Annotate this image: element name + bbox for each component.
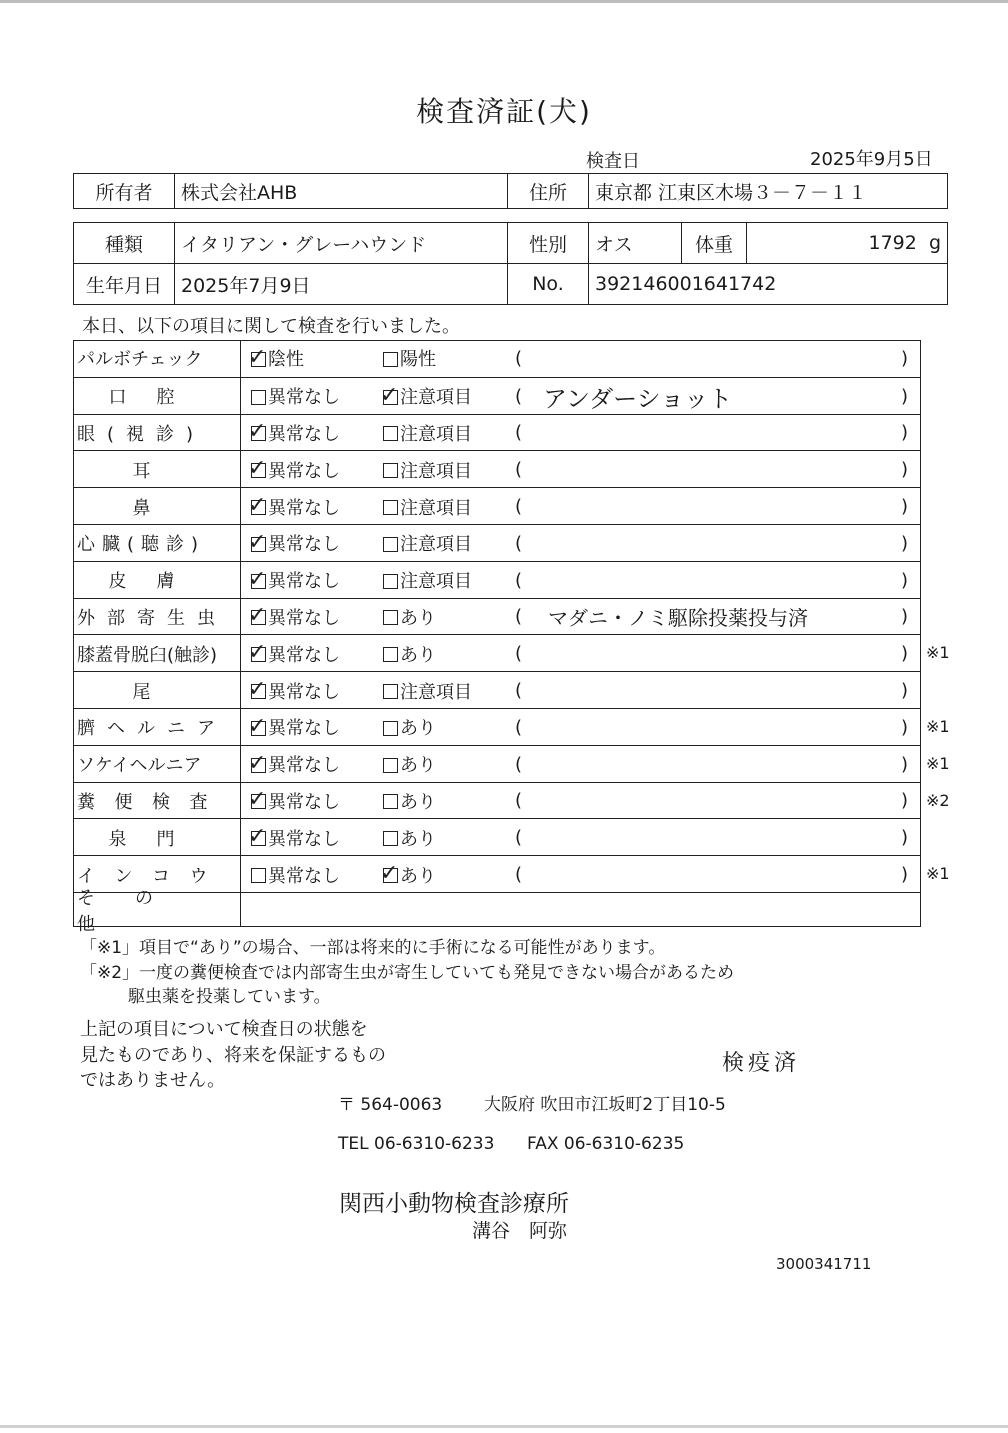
- option-1-label: 異常なし: [268, 571, 340, 593]
- checkbox-icon[interactable]: [248, 419, 267, 445]
- option-1-label: 異常なし: [268, 607, 340, 629]
- doctor-name: 溝谷 阿弥: [472, 1220, 568, 1242]
- row-label: 臍ヘルニア: [73, 709, 241, 746]
- option-2[interactable]: [383, 562, 472, 599]
- row-remark: アンダーショット: [543, 384, 733, 413]
- address-label: 住所: [508, 174, 589, 209]
- option-2[interactable]: [380, 856, 436, 893]
- option-2-label: 注意項目: [400, 497, 472, 519]
- option-1-label: 異常なし: [268, 534, 340, 556]
- option-1-label: 異常なし: [268, 718, 340, 740]
- option-2-label: 注意項目: [400, 387, 472, 409]
- check-mark-icon: ✓: [248, 419, 267, 445]
- row-label: ソケイヘルニア: [73, 746, 241, 783]
- row-label: 皮膚: [73, 562, 241, 599]
- paren-open: (: [515, 716, 523, 738]
- checkbox-icon[interactable]: [383, 647, 398, 662]
- option-2[interactable]: [383, 415, 472, 452]
- option-1-label: 異常なし: [268, 755, 340, 777]
- checkbox-icon[interactable]: [248, 344, 267, 370]
- check-mark-icon: ✓: [380, 382, 399, 408]
- option-2-label: あり: [400, 718, 436, 740]
- dog-info-table: [73, 222, 948, 305]
- row-note: ※1: [926, 864, 950, 884]
- paren-open: (: [515, 643, 523, 665]
- check-mark-icon: ✓: [248, 603, 267, 629]
- footnote-2a: 「※2」一度の糞便検査では内部寄生虫が寄生していても発見できない場合があるため: [80, 963, 735, 983]
- check-mark-icon: ✓: [248, 566, 267, 592]
- inspection-row: [73, 414, 921, 452]
- checkbox-icon[interactable]: [248, 493, 267, 519]
- checkbox-icon[interactable]: [248, 713, 267, 739]
- paren-open: (: [515, 827, 523, 849]
- document-title: 検査済証(犬): [416, 95, 592, 128]
- checkbox-icon[interactable]: [383, 721, 398, 736]
- checkbox-icon[interactable]: [248, 750, 267, 776]
- row-label: インコウ: [73, 856, 241, 893]
- option-1[interactable]: [248, 599, 340, 636]
- check-mark-icon: ✓: [248, 344, 267, 370]
- row-label: 外部寄生虫: [73, 599, 241, 636]
- inspection-row: [73, 340, 921, 377]
- paren-close: ): [901, 716, 909, 738]
- option-1-label: 異常なし: [268, 865, 340, 887]
- disclaimer-3: ではありません。: [80, 1070, 226, 1091]
- paren-close: ): [901, 680, 909, 702]
- checkbox-icon[interactable]: [383, 463, 398, 478]
- check-mark-icon: ✓: [248, 750, 267, 776]
- postal-code: 〒 564-0063: [338, 1095, 443, 1115]
- checkbox-icon[interactable]: [383, 794, 398, 809]
- address-value: 東京都 江東区木場３－７－１１: [589, 174, 948, 209]
- inspection-row: [73, 450, 921, 488]
- inspection-row: [73, 745, 950, 783]
- checkbox-icon[interactable]: [248, 640, 267, 666]
- checkbox-icon[interactable]: [248, 603, 267, 629]
- weight-cell: [747, 223, 948, 264]
- checkbox-icon[interactable]: [383, 831, 398, 846]
- paren-close: ): [901, 864, 909, 886]
- option-2[interactable]: [383, 451, 472, 488]
- paren-close: ): [901, 422, 909, 444]
- option-1[interactable]: [248, 525, 340, 562]
- checkbox-icon[interactable]: [383, 574, 398, 589]
- no-label: No.: [508, 264, 589, 305]
- paren-close: ): [901, 385, 909, 407]
- paren-open: (: [515, 680, 523, 702]
- option-1[interactable]: [251, 378, 340, 415]
- footnote-1: 「※1」項目で“あり”の場合、一部は将来的に手術になる可能性があります。: [80, 938, 666, 958]
- option-1-label: 異常なし: [268, 423, 340, 445]
- other-label: その他: [73, 893, 241, 926]
- row-label: 口腔: [73, 378, 241, 415]
- option-1-label: 異常なし: [268, 828, 340, 850]
- paren-open: (: [515, 790, 523, 812]
- tel: TEL 06-6310-6233: [338, 1134, 495, 1154]
- row-label: 鼻: [73, 488, 241, 525]
- row-label: 糞便検査: [73, 783, 241, 820]
- option-2[interactable]: [383, 746, 436, 783]
- checkbox-icon[interactable]: [248, 824, 267, 850]
- inspection-row: [73, 818, 921, 856]
- option-2-label: あり: [400, 607, 436, 629]
- checkbox-icon[interactable]: [383, 537, 398, 552]
- checkbox-icon[interactable]: [383, 426, 398, 441]
- paren-close: ): [901, 827, 909, 849]
- check-mark-icon: ✓: [248, 529, 267, 555]
- option-2-label: 注意項目: [400, 460, 472, 482]
- paren-close: ): [901, 459, 909, 481]
- paren-open: (: [515, 569, 523, 591]
- top-border: [0, 0, 1008, 3]
- row-remark: マダニ・ノミ駆除投薬投与済: [548, 606, 808, 631]
- option-2-label: 注意項目: [400, 423, 472, 445]
- option-1-label: 異常なし: [268, 460, 340, 482]
- row-label: 眼(視診): [73, 415, 241, 452]
- inspection-row: [73, 598, 921, 636]
- option-2[interactable]: [383, 819, 436, 856]
- sex-value: オス: [589, 223, 682, 264]
- option-2[interactable]: [383, 340, 436, 377]
- paren-open: (: [515, 459, 523, 481]
- check-mark-icon: ✓: [380, 861, 399, 887]
- option-1[interactable]: [248, 709, 340, 746]
- row-label: パルボチェック: [73, 340, 241, 377]
- owner-value: 株式会社AHB: [175, 174, 508, 209]
- disclaimer-1: 上記の項目について検査日の状態を: [80, 1019, 368, 1040]
- checkbox-icon[interactable]: [248, 529, 267, 555]
- option-1[interactable]: [248, 672, 340, 709]
- option-1[interactable]: [248, 488, 340, 525]
- inspection-row: [73, 487, 921, 525]
- paren-open: (: [515, 753, 523, 775]
- checkbox-icon[interactable]: [383, 758, 398, 773]
- row-note: ※1: [926, 753, 950, 773]
- checkbox-icon[interactable]: [248, 456, 267, 482]
- paren-close: ): [901, 643, 909, 665]
- quarantine-stamp: 検疫済: [722, 1051, 801, 1076]
- clinic-address: 大阪府 吹田市江坂町2丁目10-5: [484, 1095, 726, 1115]
- serial-number: 3000341711: [776, 1255, 872, 1273]
- checkbox-icon[interactable]: [383, 684, 398, 699]
- paren-open: (: [515, 347, 523, 369]
- breed-value: イタリアン・グレーハウンド: [175, 223, 508, 264]
- option-1-label: 異常なし: [268, 497, 340, 519]
- paren-close: ): [901, 569, 909, 591]
- paren-close: ): [901, 347, 909, 369]
- inspection-row: [73, 671, 921, 709]
- option-1-label: 異常なし: [268, 681, 340, 703]
- paren-close: ): [901, 606, 909, 628]
- option-2[interactable]: [383, 672, 472, 709]
- checkbox-icon[interactable]: [380, 861, 399, 887]
- paren-open: (: [515, 422, 523, 444]
- owner-label: 所有者: [74, 174, 175, 209]
- option-1-label: 異常なし: [268, 387, 340, 409]
- bottom-border: [0, 1425, 1008, 1428]
- check-mark-icon: ✓: [248, 493, 267, 519]
- checkbox-icon[interactable]: [380, 382, 399, 408]
- option-1[interactable]: [251, 856, 340, 893]
- checkbox-icon[interactable]: [383, 352, 398, 367]
- option-2-label: 陽性: [400, 349, 436, 371]
- weight-unit: g: [928, 232, 941, 254]
- option-1[interactable]: [248, 562, 340, 599]
- option-2-label: あり: [400, 828, 436, 850]
- row-label: 心臓(聴診): [73, 525, 241, 562]
- option-2[interactable]: [383, 525, 472, 562]
- breed-label: 種類: [74, 223, 175, 264]
- dob-value: 2025年7月9日: [175, 264, 508, 305]
- option-1[interactable]: [248, 635, 340, 672]
- option-1[interactable]: [248, 783, 340, 820]
- owner-table: [73, 173, 948, 209]
- row-label: 尾: [73, 672, 241, 709]
- checkbox-icon[interactable]: [383, 610, 398, 625]
- other-row: [73, 887, 921, 935]
- option-2[interactable]: [383, 783, 436, 820]
- paren-open: (: [515, 606, 523, 628]
- check-mark-icon: ✓: [248, 787, 267, 813]
- footnote-2b: 駆虫薬を投薬しています。: [128, 987, 331, 1007]
- fax: FAX 06-6310-6235: [527, 1134, 685, 1154]
- row-note: ※1: [926, 643, 950, 663]
- check-mark-icon: ✓: [248, 824, 267, 850]
- paren-open: (: [515, 532, 523, 554]
- paren-open: (: [515, 864, 523, 886]
- option-1[interactable]: [248, 415, 340, 452]
- check-mark-icon: ✓: [248, 713, 267, 739]
- checkbox-icon[interactable]: [248, 787, 267, 813]
- option-2-label: 注意項目: [400, 534, 472, 556]
- option-2-label: 注意項目: [400, 571, 472, 593]
- option-1-label: 異常なし: [268, 791, 340, 813]
- option-1[interactable]: [248, 819, 340, 856]
- inspection-row: [73, 782, 950, 820]
- paren-open: (: [515, 385, 523, 407]
- exam-date-label: 検査日: [586, 151, 640, 172]
- inspection-row: [73, 524, 921, 562]
- paren-close: ): [901, 753, 909, 775]
- check-mark-icon: ✓: [248, 677, 267, 703]
- paren-open: (: [515, 496, 523, 518]
- paren-close: ): [901, 496, 909, 518]
- option-2[interactable]: [383, 709, 436, 746]
- paren-close: ): [901, 532, 909, 554]
- check-mark-icon: ✓: [248, 640, 267, 666]
- option-1[interactable]: [248, 451, 340, 488]
- weight-label: 体重: [682, 223, 747, 264]
- checkbox-icon[interactable]: [251, 390, 266, 405]
- row-note: ※1: [926, 717, 950, 736]
- no-value: 392146001641742: [589, 264, 948, 305]
- option-2[interactable]: [383, 488, 472, 525]
- option-2-label: あり: [400, 865, 436, 887]
- weight-value: 1792: [868, 232, 917, 254]
- row-label: 膝蓋骨脱臼(触診): [73, 635, 241, 672]
- option-2-label: あり: [400, 791, 436, 813]
- clinic-name: 関西小動物検査診療所: [339, 1191, 569, 1217]
- checkbox-icon[interactable]: [383, 500, 398, 515]
- option-1-label: 陰性: [268, 349, 304, 371]
- option-1[interactable]: [248, 340, 304, 377]
- inspection-row: [73, 634, 950, 672]
- row-label: 耳: [73, 451, 241, 488]
- intro-text: 本日、以下の項目に関して検査を行いました。: [82, 316, 460, 337]
- exam-date: 2025年9月5日: [810, 149, 933, 170]
- option-1[interactable]: [248, 746, 340, 783]
- checkbox-icon[interactable]: [251, 868, 266, 883]
- inspection-row: [73, 377, 921, 415]
- option-1-label: 異常なし: [268, 644, 340, 666]
- checkbox-icon[interactable]: [248, 566, 267, 592]
- paren-close: ): [901, 790, 909, 812]
- disclaimer-2: 見たものであり、将来を保証するもの: [80, 1045, 386, 1066]
- inspection-row: [73, 708, 950, 746]
- check-mark-icon: ✓: [248, 456, 267, 482]
- option-2[interactable]: [380, 378, 472, 415]
- row-label: 泉門: [73, 819, 241, 856]
- row-note: ※2: [926, 790, 950, 810]
- inspection-table: [73, 340, 950, 935]
- sex-label: 性別: [508, 223, 589, 264]
- dob-label: 生年月日: [74, 264, 175, 305]
- option-2-label: あり: [400, 644, 436, 666]
- option-2[interactable]: [383, 599, 436, 636]
- checkbox-icon[interactable]: [248, 677, 267, 703]
- option-2[interactable]: [383, 635, 436, 672]
- inspection-row: [73, 561, 921, 599]
- option-2-label: 注意項目: [400, 681, 472, 703]
- option-2-label: あり: [400, 755, 436, 777]
